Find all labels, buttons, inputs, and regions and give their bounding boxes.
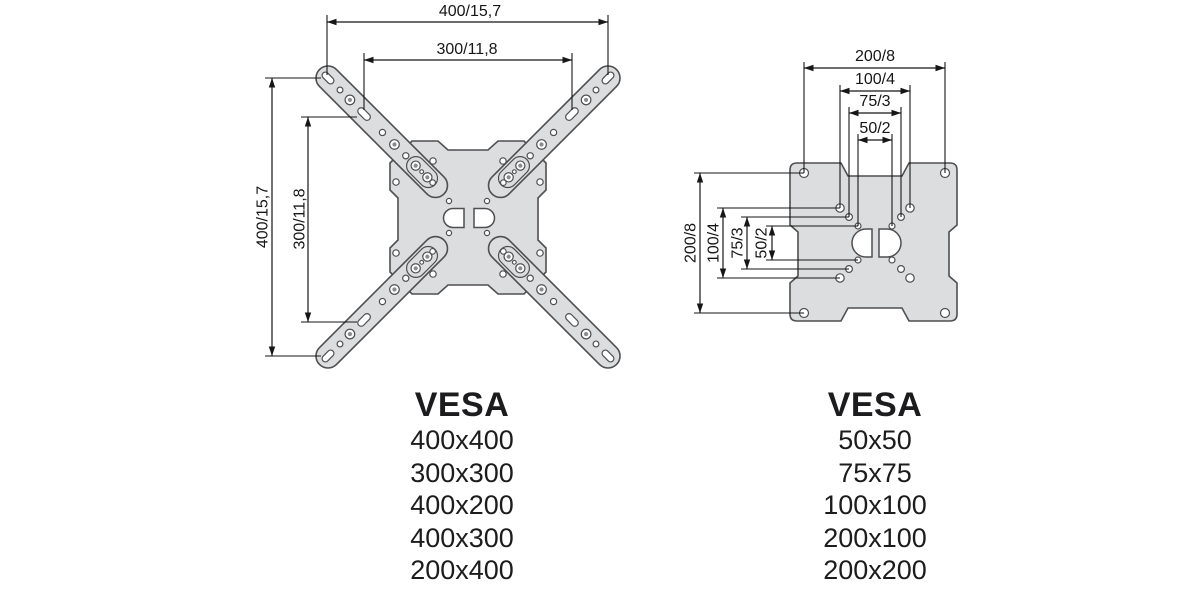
dim-label-h75: 75/3 [729, 227, 747, 259]
left-vesa-list [352, 386, 572, 587]
dim-label-width-inner: 300/11,8 [436, 41, 498, 58]
vesa-size: 400x400 [410, 425, 514, 455]
vesa-size: 200x100 [823, 522, 927, 553]
dim-label-height-outer: 400/15,7 [254, 185, 272, 249]
arm-bottom-left [311, 232, 452, 373]
dim-label-w100: 100/4 [854, 71, 896, 88]
vesa-size: 200x400 [410, 555, 514, 585]
left-bracket-drawing [255, 3, 625, 373]
vesa-size: 300x300 [410, 457, 514, 488]
vesa-size: 400x200 [410, 490, 514, 520]
vesa-size: 400x300 [410, 522, 514, 553]
right-plate-drawing [683, 48, 957, 321]
vesa-size: 75x75 [838, 457, 912, 488]
right-vesa-list [765, 386, 985, 587]
arm-top-left [311, 61, 452, 202]
arm-top-right [484, 61, 625, 202]
vesa-size: 100x100 [823, 490, 927, 520]
arm-bottom-right [484, 232, 625, 373]
right-vesa-title: VESA [827, 386, 923, 424]
dim-label-w50: 50/2 [859, 120, 891, 137]
dim-label-height-inner: 300/11,8 [291, 188, 309, 250]
left-vesa-title: VESA [414, 386, 510, 424]
dim-label-w200: 200/8 [854, 48, 896, 65]
dim-label-h50: 50/2 [753, 227, 771, 259]
dim-label-h200: 200/8 [682, 222, 700, 264]
right-plate-outline [790, 163, 957, 321]
vesa-size: 200x200 [823, 555, 927, 585]
dim-label-h100: 100/4 [705, 222, 723, 264]
dim-label-width-outer: 400/15,7 [438, 3, 502, 20]
vesa-size: 50x50 [838, 425, 912, 455]
dim-label-w75: 75/3 [859, 93, 891, 110]
